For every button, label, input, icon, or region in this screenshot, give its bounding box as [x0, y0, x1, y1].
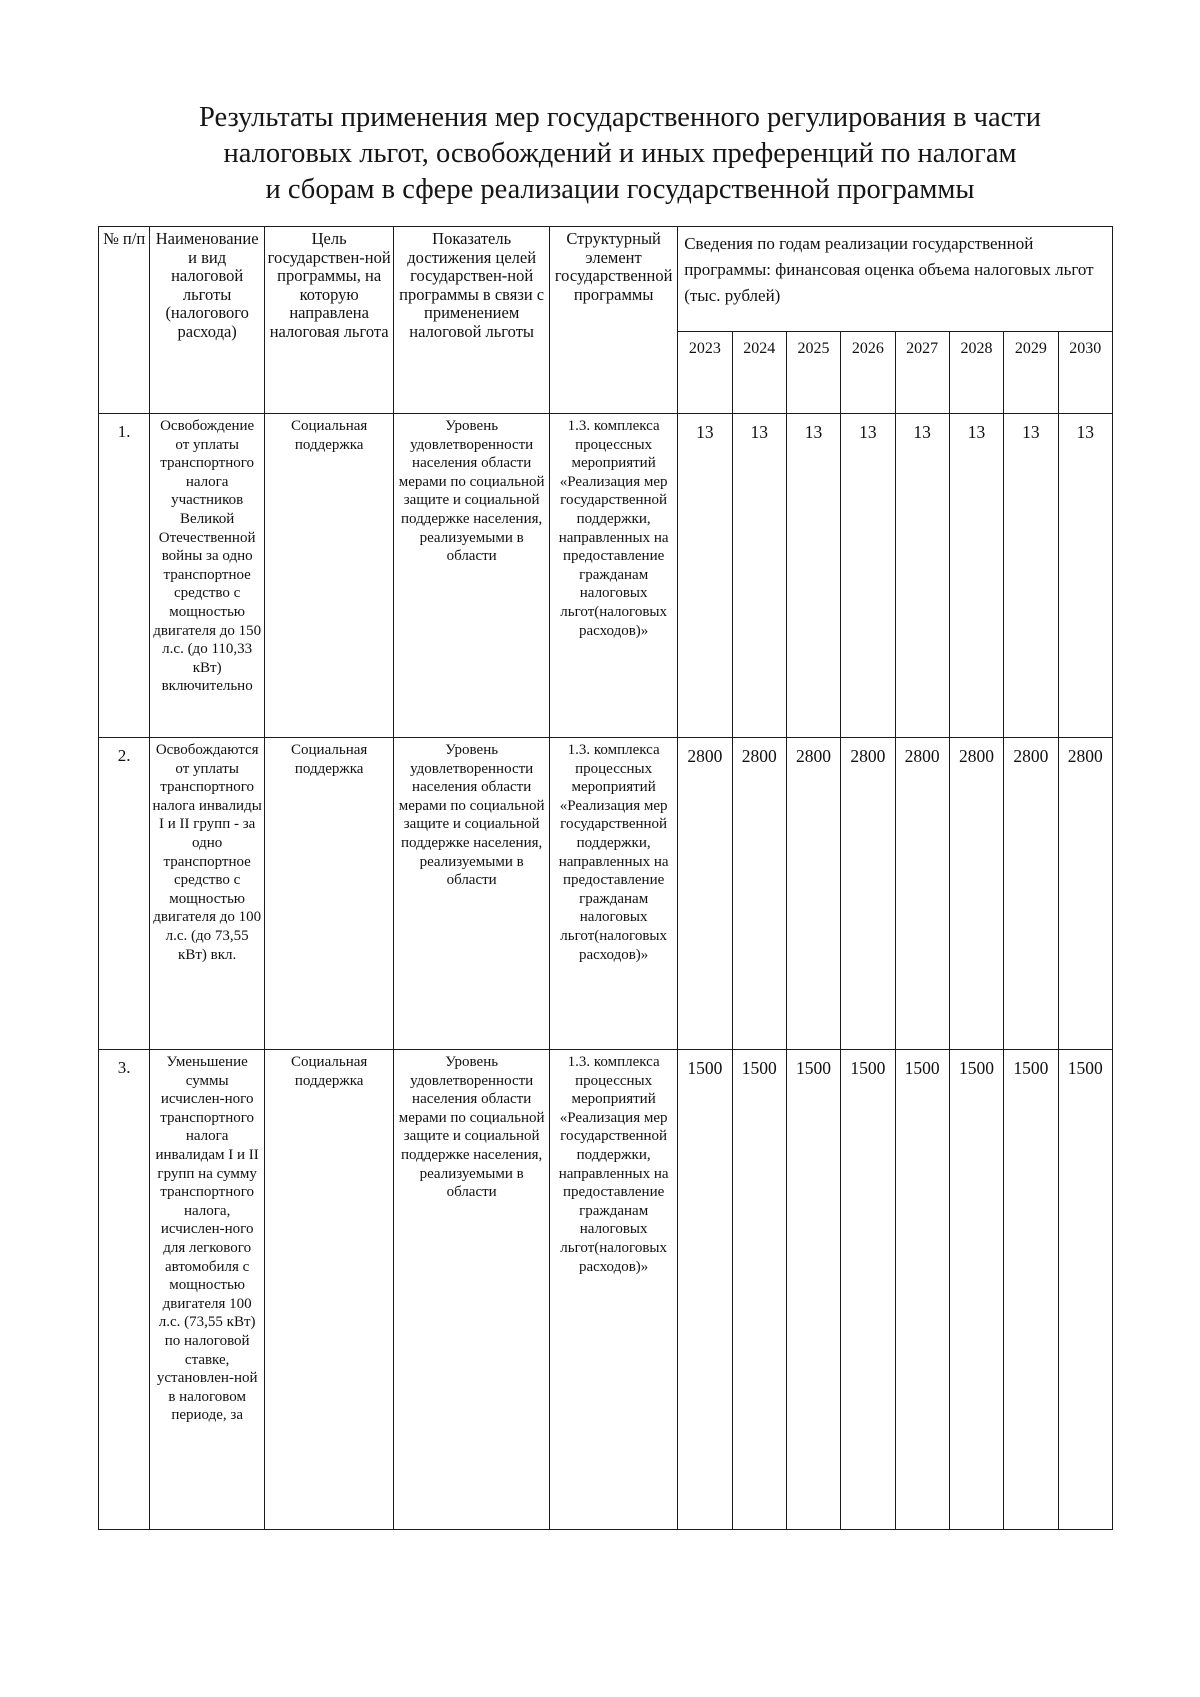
row-value: 2800	[949, 738, 1003, 1050]
row-value: 1500	[841, 1050, 895, 1530]
year-header: 2025	[786, 332, 840, 414]
row-value: 13	[841, 414, 895, 738]
row-num: 2.	[99, 738, 150, 1050]
row-value: 1500	[678, 1050, 732, 1530]
year-header: 2027	[895, 332, 949, 414]
header-name: Наименование и вид налоговой льготы (налогового расхода)	[150, 227, 265, 414]
row-name: Освобождаются от уплаты транспортного налога инвалиды I и II групп - за одно транспортное средство с мощностью двигателя до 100 л.с. (до 73,55 кВт) вкл.	[150, 738, 265, 1050]
title-line-3: и сборам в сфере реализации государственной программы	[265, 174, 975, 205]
row-value: 2800	[678, 738, 732, 1050]
row-indicator: Уровень удовлетворенности населения области мерами по социальной защите и социальной поддержке населения, реализуемыми в области	[394, 738, 550, 1050]
row-name: Уменьшение суммы исчислен-ного транспортного налога инвалидам I и II групп на сумму транспортного налога, исчислен-ного для легкового автомобиля с мощностью двигателя 100 л.с. (73,55 кВт) по налоговой ставке, установлен-ной в налоговом периоде, за	[150, 1050, 265, 1530]
row-indicator: Уровень удовлетворенности населения области мерами по социальной защите и социальной поддержке населения, реализуемыми в области	[394, 414, 550, 738]
row-element: 1.3. комплекса процессных мероприятий «Реализация мер государственной поддержки, направленных на предоставление гражданам налоговых льгот(налоговых расходов)»	[550, 1050, 678, 1530]
year-header: 2023	[678, 332, 732, 414]
row-num: 3.	[99, 1050, 150, 1530]
header-years-group: Сведения по годам реализации государственной программы: финансовая оценка объема налоговых льгот (тыс. рублей)	[678, 227, 1113, 332]
row-name: Освобождение от уплаты транспортного налога участников Великой Отечественной войны за одно транспортное средство с мощностью двигателя до 150 л.с. (до 110,33 кВт) включительно	[150, 414, 265, 738]
row-num: 1.	[99, 414, 150, 738]
row-value: 2800	[895, 738, 949, 1050]
year-header: 2026	[841, 332, 895, 414]
header-row	[99, 227, 1113, 332]
table-row	[99, 738, 1113, 1050]
row-value: 13	[678, 414, 732, 738]
header-num: № п/п	[99, 227, 150, 414]
row-value: 1500	[732, 1050, 786, 1530]
row-indicator: Уровень удовлетворенности населения области мерами по социальной защите и социальной поддержке населения, реализуемыми в области	[394, 1050, 550, 1530]
row-goal: Социальная поддержка	[265, 414, 394, 738]
row-value: 2800	[1004, 738, 1058, 1050]
row-value: 1500	[1058, 1050, 1113, 1530]
row-value: 13	[1004, 414, 1058, 738]
row-goal: Социальная поддержка	[265, 738, 394, 1050]
row-value: 2800	[732, 738, 786, 1050]
header-goal: Цель государствен-ной программы, на которую направлена налоговая льгота	[265, 227, 394, 414]
row-value: 13	[786, 414, 840, 738]
row-value: 13	[1058, 414, 1113, 738]
table-row	[99, 1050, 1113, 1530]
year-header: 2028	[949, 332, 1003, 414]
row-value: 2800	[841, 738, 895, 1050]
row-element: 1.3. комплекса процессных мероприятий «Реализация мер государственной поддержки, направленных на предоставление гражданам налоговых льгот(налоговых расходов)»	[550, 738, 678, 1050]
tax-benefits-table	[98, 226, 1113, 1530]
row-value: 1500	[895, 1050, 949, 1530]
row-value: 2800	[786, 738, 840, 1050]
year-header: 2029	[1004, 332, 1058, 414]
title-line-1: Результаты применения мер государственного регулирования в части	[198, 102, 1042, 133]
row-value: 1500	[1004, 1050, 1058, 1530]
header-element: Структурный элемент государственной программы	[550, 227, 678, 414]
row-value: 1500	[786, 1050, 840, 1530]
year-header: 2024	[732, 332, 786, 414]
row-value: 13	[895, 414, 949, 738]
row-value: 13	[949, 414, 1003, 738]
row-value: 1500	[949, 1050, 1003, 1530]
header-indicator: Показатель достижения целей государствен-ной программы в связи с применением налоговой льготы	[394, 227, 550, 414]
table-row	[99, 414, 1113, 738]
row-value: 13	[732, 414, 786, 738]
document-title	[130, 100, 1110, 208]
row-element: 1.3. комплекса процессных мероприятий «Реализация мер государственной поддержки, направленных на предоставление гражданам налоговых льгот(налоговых расходов)»	[550, 414, 678, 738]
title-line-2: налоговых льгот, освобождений и иных преференций по налогам	[223, 138, 1017, 169]
row-goal: Социальная поддержка	[265, 1050, 394, 1530]
year-header: 2030	[1058, 332, 1113, 414]
row-value: 2800	[1058, 738, 1113, 1050]
